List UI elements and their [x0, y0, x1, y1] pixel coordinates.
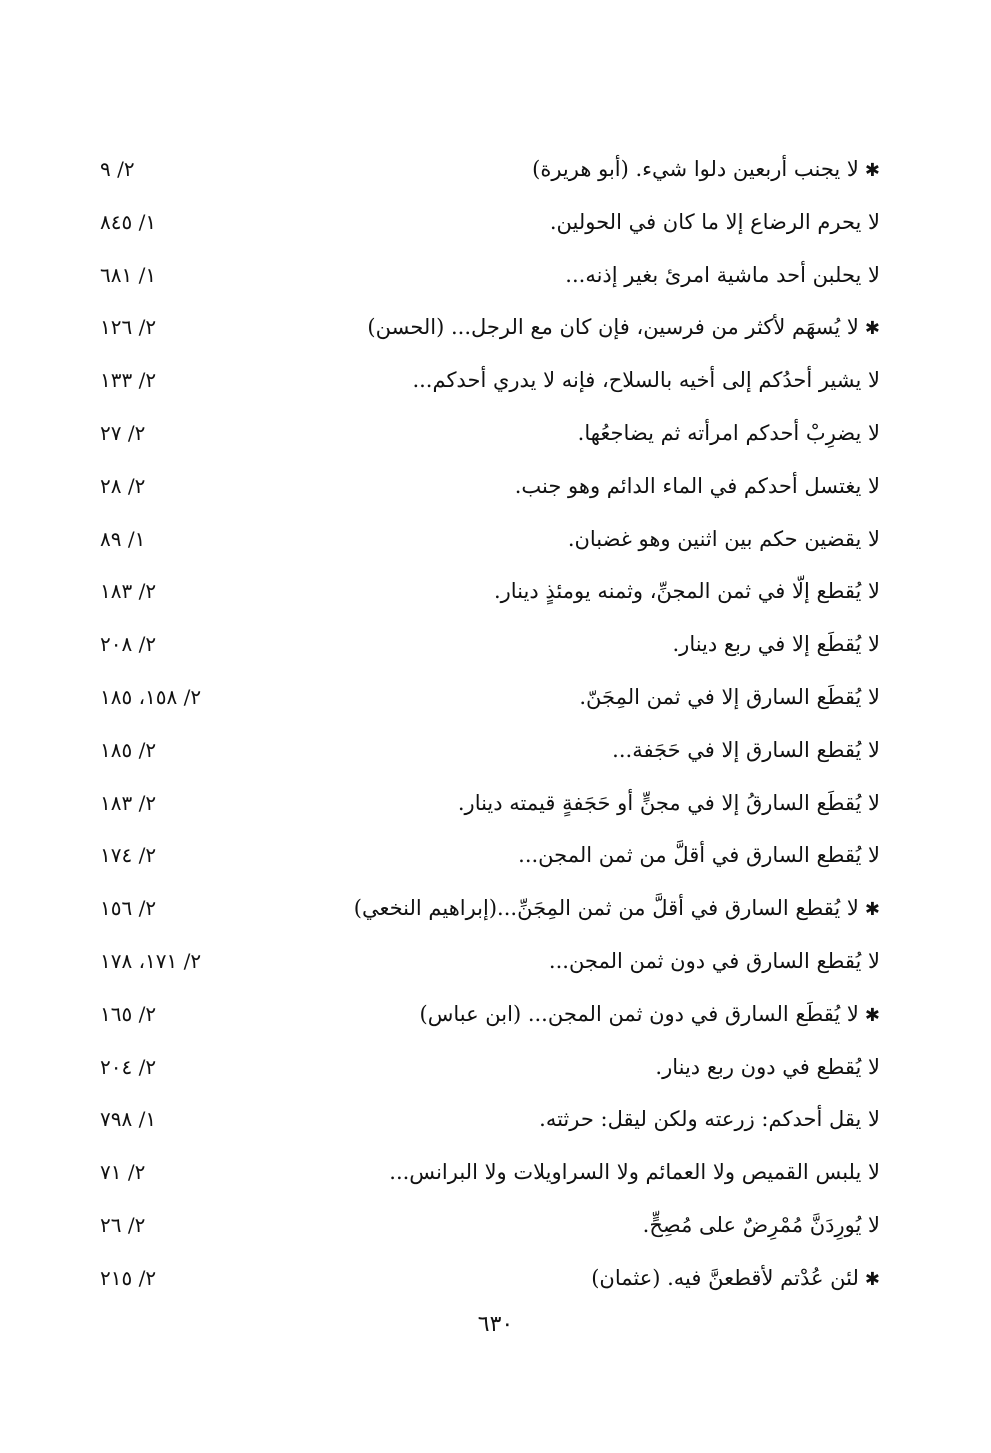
entry-text-content: لا يشير أحدُكم إلى أخيه بالسلاح، فإنه لا يدري أحدكم...: [412, 368, 880, 393]
entry-text-content: لا يُقطع السارق في أقلَّ من ثمن المجن...: [518, 843, 880, 868]
entry-text: [458, 788, 880, 818]
index-entry: [80, 1151, 880, 1204]
entry-reference: ٢/ ٢٨: [100, 473, 146, 498]
entry-reference: ٢/ ٢٠٤: [100, 1054, 157, 1079]
entry-text-content: لا يُقطَع السارق في دون ثمن المجن... (ابن عباس): [419, 1001, 859, 1026]
index-entry: [80, 887, 880, 940]
page-number: ٦٣٠: [477, 1312, 514, 1337]
entry-text: [412, 365, 880, 395]
entry-reference: ٢/ ١٨٥: [100, 737, 157, 762]
index-entry: [80, 254, 880, 307]
entry-text: [568, 524, 880, 554]
entry-reference: ٢/ ١٢٦: [100, 315, 157, 340]
entry-reference: ٢/ ٢١٥: [100, 1265, 157, 1290]
index-entry: [80, 782, 880, 835]
entry-text-content: لا يُسهَم لأكثر من فرسين، فإن كان مع الرجل... (الحسن): [367, 315, 859, 340]
entry-text-content: لا يُورِدَنَّ مُمْرِضٌ على مُصِحٍّ.: [642, 1212, 880, 1237]
entry-text: [354, 893, 880, 925]
entry-reference: ٢/ ١٥٨، ١٨٥: [100, 684, 202, 709]
entry-text-content: لا يُقطع السارق إلا في حَجَفة...: [612, 737, 880, 762]
entry-text: [643, 1210, 880, 1240]
entry-reference: ٢/ ١٥٦: [100, 896, 157, 921]
index-entry: [80, 834, 880, 887]
entry-text-content: لا يغتسل أحدكم في الماء الدائم وهو جنب.: [514, 473, 880, 498]
entry-text: [539, 1104, 880, 1134]
entry-text: [549, 946, 880, 976]
entry-text: [579, 682, 880, 712]
index-entry: [80, 1046, 880, 1099]
entry-text-content: لا يقضين حكم بين اثنين وهو غضبان.: [567, 526, 880, 551]
index-entry: [80, 201, 880, 254]
entry-text: [532, 154, 880, 186]
entry-reference: ١/ ٦٨١: [100, 262, 157, 287]
entry-text-content: لا يضرِبْ أحدكم امرأته ثم يضاجعُها.: [577, 420, 880, 445]
entry-text: [494, 576, 880, 606]
entry-text-content: لا يُقطَع السارقُ إلا في مجنٍّ أو حَجَفةٍ قيمته دينار.: [457, 790, 880, 815]
index-entry: [80, 993, 880, 1046]
asterisk-icon: ✱: [864, 899, 880, 921]
entry-text: [518, 840, 880, 870]
entry-text-content: لئن عُدْتم لأقطعنَّ فيه. (عثمان): [591, 1265, 859, 1290]
entry-reference: ٢/ ١٨٣: [100, 579, 157, 604]
asterisk-icon: ✱: [864, 1004, 880, 1026]
index-entry: [80, 518, 880, 571]
entry-reference: ٢/ ٧١: [100, 1160, 146, 1185]
index-entry: [80, 359, 880, 412]
entry-reference: ٢/ ١٣٣: [100, 368, 157, 393]
entry-reference: ٢/ ١٧١، ١٧٨: [100, 948, 202, 973]
entry-text: [389, 1157, 880, 1187]
index-entry: [80, 148, 880, 201]
entry-text-content: لا يجنب أربعين دلوا شيء. (أبو هريرة): [532, 157, 859, 181]
entry-text-content: لا يحرم الرضاع إلا ما كان في الحولين.: [549, 209, 880, 234]
index-entry: [80, 1098, 880, 1151]
entry-text: [420, 999, 880, 1031]
entry-reference: ٢/ ١٨٣: [100, 790, 157, 815]
entry-text: [565, 260, 880, 290]
entry-reference: ١/ ٧٩٨: [100, 1107, 157, 1132]
entry-text-content: لا يُقطع في دون ربع دينار.: [655, 1054, 880, 1079]
index-entry: [80, 306, 880, 359]
entry-reference: ١/ ٨٤٥: [100, 209, 157, 234]
entry-text-content: لا يُقطَع إلا في ربع دينار.: [672, 632, 880, 657]
index-entry: [80, 940, 880, 993]
entry-text-content: لا يُقطع إلّا في ثمن المجنِّ، وثمنه يومئذٍ دينار.: [493, 579, 880, 604]
entry-reference: ١/ ٨٩: [100, 526, 146, 551]
entry-text-content: لا يُقطَع السارق إلا في ثمن المِجَنّ.: [579, 684, 880, 709]
entry-text: [655, 1052, 880, 1082]
index-entry: [80, 1257, 880, 1310]
entry-text-content: لا يُقطع السارق في دون ثمن المجن...: [548, 948, 880, 973]
index-entry: [80, 729, 880, 782]
index-entry: [80, 412, 880, 465]
entry-reference: ٢/ ٢٧: [100, 420, 146, 445]
entry-text: [367, 312, 880, 344]
entry-text: [550, 207, 880, 237]
entry-text: [673, 629, 881, 659]
entry-text: [591, 1263, 880, 1295]
entry-reference: ٢/ ١٦٥: [100, 1001, 157, 1026]
asterisk-icon: ✱: [864, 160, 880, 181]
entry-text-content: لا يحلبن أحد ماشية امرئ بغير إذنه...: [565, 262, 880, 287]
entry-reference: ٢/ ٢٦: [100, 1212, 146, 1237]
entry-text-content: لا يُقطع السارق في أقلَّ من ثمن المِجَنِّ...(إبراهيم النخعي): [353, 896, 859, 921]
entry-reference: ٢/ ١٧٤: [100, 843, 157, 868]
entry-reference: ٢/ ٩: [100, 157, 135, 181]
entry-reference: ٢/ ٢٠٨: [100, 632, 157, 657]
asterisk-icon: ✱: [864, 318, 880, 340]
entry-text: [515, 471, 880, 501]
hadith-index-list: [80, 148, 880, 1310]
entry-text-content: لا يلبس القميص ولا العمائم ولا السراويلات ولا البرانس...: [389, 1160, 880, 1185]
entry-text-content: لا يقل أحدكم: زرعته ولكن ليقل: حرثته.: [539, 1107, 880, 1132]
index-entry: [80, 676, 880, 729]
asterisk-icon: ✱: [864, 1268, 880, 1290]
entry-text: [578, 418, 880, 448]
entry-text: [612, 735, 880, 765]
index-entry: [80, 1204, 880, 1257]
index-entry: [80, 623, 880, 676]
index-entry: [80, 465, 880, 518]
index-entry: [80, 570, 880, 623]
